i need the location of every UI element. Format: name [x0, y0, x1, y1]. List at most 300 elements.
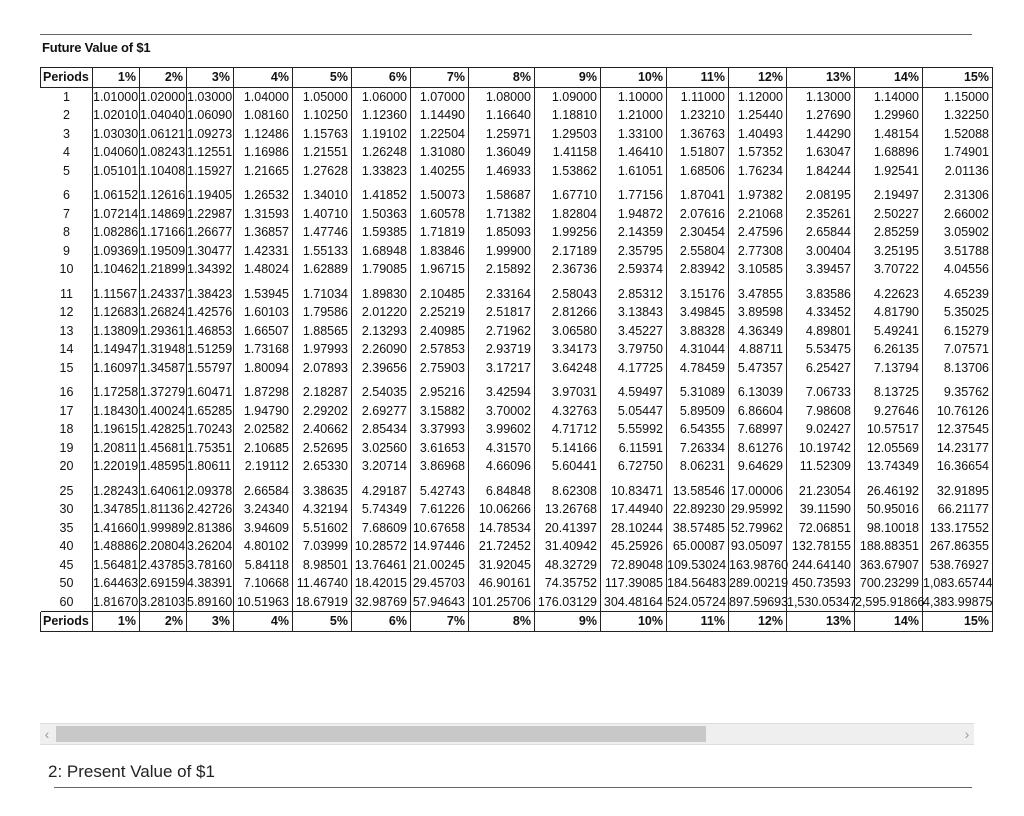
table-row	[41, 322, 993, 341]
value-cell: 4.31570	[469, 439, 535, 458]
value-cell: 1.19509	[140, 242, 187, 261]
value-cell: 1.13809	[93, 322, 140, 341]
value-cell: 1.30477	[187, 242, 234, 261]
value-cell: 1.29361	[140, 322, 187, 341]
value-cell: 66.21177	[923, 500, 993, 519]
value-cell: 2.85434	[352, 420, 411, 439]
value-cell: 4.31044	[667, 340, 729, 359]
value-cell: 1.87298	[234, 377, 293, 402]
value-cell: 2.66584	[234, 476, 293, 501]
value-cell: 1.52088	[923, 125, 993, 144]
value-cell: 1.07000	[411, 87, 469, 106]
value-cell: 1.97382	[729, 180, 787, 205]
footer-rate-cell: 3%	[187, 612, 234, 632]
value-cell: 1.77156	[601, 180, 667, 205]
value-cell: 3.15882	[411, 402, 469, 421]
value-cell: 2.39656	[352, 359, 411, 378]
value-cell: 1.59385	[352, 223, 411, 242]
table-row	[41, 143, 993, 162]
value-cell: 1.88565	[293, 322, 352, 341]
value-cell: 6.86604	[729, 402, 787, 421]
value-cell: 1.61051	[601, 162, 667, 181]
value-cell: 8.98501	[293, 556, 352, 575]
period-cell: 14	[41, 340, 93, 359]
value-cell: 1.96715	[411, 260, 469, 279]
value-cell: 1.10000	[601, 87, 667, 106]
value-cell: 700.23299	[855, 574, 923, 593]
value-cell: 3.86968	[411, 457, 469, 476]
footer-rate-cell: 7%	[411, 612, 469, 632]
value-cell: 1.51259	[187, 340, 234, 359]
value-cell: 1.55133	[293, 242, 352, 261]
value-cell: 17.00006	[729, 476, 787, 501]
value-cell: 1.26824	[140, 303, 187, 322]
value-cell: 2.77308	[729, 242, 787, 261]
value-cell: 13.26768	[535, 500, 601, 519]
value-cell: 2.19112	[234, 457, 293, 476]
value-cell: 2.69159	[140, 574, 187, 593]
table-row	[41, 125, 993, 144]
value-cell: 1.19405	[187, 180, 234, 205]
value-cell: 1.06090	[187, 106, 234, 125]
value-cell: 1.03000	[187, 87, 234, 106]
value-cell: 3.05902	[923, 223, 993, 242]
period-cell: 40	[41, 537, 93, 556]
value-cell: 2.13293	[352, 322, 411, 341]
value-cell: 2.07616	[667, 205, 729, 224]
value-cell: 6.54355	[667, 420, 729, 439]
value-cell: 4,383.99875	[923, 593, 993, 612]
value-cell: 1.23210	[667, 106, 729, 125]
table-row	[41, 500, 993, 519]
value-cell: 8.13725	[855, 377, 923, 402]
value-cell: 21.23054	[787, 476, 855, 501]
value-cell: 3.79750	[601, 340, 667, 359]
value-cell: 1.26248	[352, 143, 411, 162]
value-cell: 3.94609	[234, 519, 293, 538]
value-cell: 10.57517	[855, 420, 923, 439]
footer-rate-cell: 6%	[352, 612, 411, 632]
value-cell: 1,083.65744	[923, 574, 993, 593]
value-cell: 2.01136	[923, 162, 993, 181]
value-cell: 1.27690	[787, 106, 855, 125]
value-cell: 20.41397	[535, 519, 601, 538]
value-cell: 133.17552	[923, 519, 993, 538]
value-cell: 1,530.05347	[787, 593, 855, 612]
value-cell: 4.65239	[923, 279, 993, 304]
value-cell: 1.12486	[234, 125, 293, 144]
value-cell: 5.55992	[601, 420, 667, 439]
value-cell: 1.09000	[535, 87, 601, 106]
period-cell: 15	[41, 359, 93, 378]
value-cell: 1.12683	[93, 303, 140, 322]
value-cell: 5.53475	[787, 340, 855, 359]
value-cell: 6.15279	[923, 322, 993, 341]
value-cell: 2.40985	[411, 322, 469, 341]
value-cell: 1.32250	[923, 106, 993, 125]
value-cell: 3.38635	[293, 476, 352, 501]
table-row	[41, 377, 993, 402]
footer-rate-cell: 10%	[601, 612, 667, 632]
value-cell: 32.98769	[352, 593, 411, 612]
value-cell: 2.95216	[411, 377, 469, 402]
value-cell: 2.65330	[293, 457, 352, 476]
value-cell: 2.47596	[729, 223, 787, 242]
value-cell: 1.53945	[234, 279, 293, 304]
value-cell: 3.17217	[469, 359, 535, 378]
value-cell: 38.57485	[667, 519, 729, 538]
value-cell: 1.75351	[187, 439, 234, 458]
header-rate-cell: 5%	[293, 68, 352, 88]
value-cell: 2.59374	[601, 260, 667, 279]
value-cell: 18.67919	[293, 593, 352, 612]
header-rate-cell: 1%	[93, 68, 140, 88]
value-cell: 163.98760	[729, 556, 787, 575]
header-rate-cell: 6%	[352, 68, 411, 88]
value-cell: 3.42594	[469, 377, 535, 402]
value-cell: 5.60441	[535, 457, 601, 476]
table-row	[41, 420, 993, 439]
value-cell: 2.85259	[855, 223, 923, 242]
section-heading-present-value: 2: Present Value of $1	[48, 762, 215, 781]
value-cell: 4.89801	[787, 322, 855, 341]
value-cell: 2.55804	[667, 242, 729, 261]
value-cell: 3.70722	[855, 260, 923, 279]
value-cell: 1.15927	[187, 162, 234, 181]
value-cell: 2.10685	[234, 439, 293, 458]
value-cell: 2.50227	[855, 205, 923, 224]
value-cell: 5.51602	[293, 519, 352, 538]
value-cell: 1.10408	[140, 162, 187, 181]
value-cell: 4.22623	[855, 279, 923, 304]
value-cell: 14.78534	[469, 519, 535, 538]
value-cell: 3.06580	[535, 322, 601, 341]
value-cell: 4.38391	[187, 574, 234, 593]
value-cell: 2.66002	[923, 205, 993, 224]
value-cell: 2.65844	[787, 223, 855, 242]
table-row	[41, 303, 993, 322]
value-cell: 1.02000	[140, 87, 187, 106]
value-cell: 897.59693	[729, 593, 787, 612]
value-cell: 2.09378	[187, 476, 234, 501]
value-cell: 2.10485	[411, 279, 469, 304]
value-cell: 1.57352	[729, 143, 787, 162]
value-cell: 2.14359	[601, 223, 667, 242]
value-cell: 1.24337	[140, 279, 187, 304]
table-title: Future Value of $1	[42, 40, 151, 55]
value-cell: 4.78459	[667, 359, 729, 378]
value-cell: 17.44940	[601, 500, 667, 519]
value-cell: 10.67658	[411, 519, 469, 538]
value-cell: 1.14947	[93, 340, 140, 359]
value-cell: 3.70002	[469, 402, 535, 421]
header-rate-cell: 7%	[411, 68, 469, 88]
value-cell: 1.31593	[234, 205, 293, 224]
value-cell: 1.04000	[234, 87, 293, 106]
table-row	[41, 537, 993, 556]
value-cell: 1.09273	[187, 125, 234, 144]
value-cell: 5.31089	[667, 377, 729, 402]
value-cell: 1.21551	[293, 143, 352, 162]
value-cell: 2.93719	[469, 340, 535, 359]
top-rule	[40, 34, 972, 35]
period-cell: 4	[41, 143, 93, 162]
value-cell: 4.71712	[535, 420, 601, 439]
value-cell: 1.36763	[667, 125, 729, 144]
value-cell: 7.07571	[923, 340, 993, 359]
period-cell: 25	[41, 476, 93, 501]
value-cell: 1.36857	[234, 223, 293, 242]
value-cell: 1.14869	[140, 205, 187, 224]
future-value-table	[40, 67, 993, 632]
value-cell: 1.08000	[469, 87, 535, 106]
value-cell: 2.18287	[293, 377, 352, 402]
value-cell: 1.04040	[140, 106, 187, 125]
value-cell: 46.90161	[469, 574, 535, 593]
value-cell: 93.05097	[729, 537, 787, 556]
value-cell: 3.24340	[234, 500, 293, 519]
value-cell: 1.65285	[187, 402, 234, 421]
value-cell: 1.40255	[411, 162, 469, 181]
table-row	[41, 556, 993, 575]
period-cell: 6	[41, 180, 93, 205]
period-cell: 20	[41, 457, 93, 476]
value-cell: 1.63047	[787, 143, 855, 162]
value-cell: 1.10462	[93, 260, 140, 279]
value-cell: 1.97993	[293, 340, 352, 359]
value-cell: 5.47357	[729, 359, 787, 378]
value-cell: 244.64140	[787, 556, 855, 575]
value-cell: 1.25971	[469, 125, 535, 144]
value-cell: 7.68609	[352, 519, 411, 538]
value-cell: 50.95016	[855, 500, 923, 519]
header-rate-cell: 14%	[855, 68, 923, 88]
value-cell: 1.67710	[535, 180, 601, 205]
value-cell: 11.52309	[787, 457, 855, 476]
value-cell: 8.62308	[535, 476, 601, 501]
value-cell: 4.80102	[234, 537, 293, 556]
value-cell: 3.99602	[469, 420, 535, 439]
value-cell: 2.19497	[855, 180, 923, 205]
table-row	[41, 476, 993, 501]
value-cell: 1.42331	[234, 242, 293, 261]
value-cell: 6.72750	[601, 457, 667, 476]
value-cell: 1.19615	[93, 420, 140, 439]
scroll-left-icon[interactable]: ‹	[44, 726, 50, 742]
value-cell: 1.21000	[601, 106, 667, 125]
value-cell: 9.02427	[787, 420, 855, 439]
value-cell: 1.83846	[411, 242, 469, 261]
value-cell: 5.05447	[601, 402, 667, 421]
value-cell: 184.56483	[667, 574, 729, 593]
value-cell: 13.58546	[667, 476, 729, 501]
value-cell: 1.29503	[535, 125, 601, 144]
value-cell: 1.79085	[352, 260, 411, 279]
header-rate-cell: 15%	[923, 68, 993, 88]
value-cell: 5.42743	[411, 476, 469, 501]
value-cell: 1.81670	[93, 593, 140, 612]
value-cell: 98.10018	[855, 519, 923, 538]
value-cell: 6.11591	[601, 439, 667, 458]
value-cell: 1.71819	[411, 223, 469, 242]
period-cell: 9	[41, 242, 93, 261]
value-cell: 1.87041	[667, 180, 729, 205]
value-cell: 7.26334	[667, 439, 729, 458]
value-cell: 10.51963	[234, 593, 293, 612]
value-cell: 1.44290	[787, 125, 855, 144]
footer-rate-cell: 14%	[855, 612, 923, 632]
value-cell: 2.57853	[411, 340, 469, 359]
footer-rate-cell: 1%	[93, 612, 140, 632]
value-cell: 2.83942	[667, 260, 729, 279]
value-cell: 3.88328	[667, 322, 729, 341]
value-cell: 1.50073	[411, 180, 469, 205]
table-row	[41, 242, 993, 261]
value-cell: 1.53862	[535, 162, 601, 181]
value-cell: 450.73593	[787, 574, 855, 593]
value-cell: 1.26532	[234, 180, 293, 205]
value-cell: 1.13000	[787, 87, 855, 106]
value-cell: 1.58687	[469, 180, 535, 205]
value-cell: 6.84848	[469, 476, 535, 501]
value-cell: 117.39085	[601, 574, 667, 593]
value-cell: 29.95992	[729, 500, 787, 519]
footer-periods-label: Periods	[41, 612, 93, 632]
value-cell: 3.64248	[535, 359, 601, 378]
value-cell: 2.08195	[787, 180, 855, 205]
value-cell: 1.17258	[93, 377, 140, 402]
value-cell: 1.46933	[469, 162, 535, 181]
value-cell: 1.22987	[187, 205, 234, 224]
value-cell: 3.02560	[352, 439, 411, 458]
value-cell: 1.12360	[352, 106, 411, 125]
horizontal-scrollbar[interactable]	[40, 723, 974, 745]
value-cell: 7.10668	[234, 574, 293, 593]
value-cell: 304.48164	[601, 593, 667, 612]
value-cell: 1.06121	[140, 125, 187, 144]
value-cell: 6.25427	[787, 359, 855, 378]
value-cell: 1.28243	[93, 476, 140, 501]
value-cell: 3.15176	[667, 279, 729, 304]
value-cell: 3.13843	[601, 303, 667, 322]
value-cell: 1.08286	[93, 223, 140, 242]
period-cell: 50	[41, 574, 93, 593]
value-cell: 10.19742	[787, 439, 855, 458]
value-cell: 8.13706	[923, 359, 993, 378]
table-row	[41, 106, 993, 125]
value-cell: 1.21665	[234, 162, 293, 181]
value-cell: 1.92541	[855, 162, 923, 181]
value-cell: 1.14490	[411, 106, 469, 125]
footer-rate-cell: 11%	[667, 612, 729, 632]
value-cell: 289.00219	[729, 574, 787, 593]
value-cell: 1.84244	[787, 162, 855, 181]
value-cell: 32.91895	[923, 476, 993, 501]
value-cell: 1.33823	[352, 162, 411, 181]
value-cell: 1.37279	[140, 377, 187, 402]
value-cell: 1.56481	[93, 556, 140, 575]
value-cell: 7.03999	[293, 537, 352, 556]
value-cell: 1.71034	[293, 279, 352, 304]
value-cell: 1.18430	[93, 402, 140, 421]
period-cell: 17	[41, 402, 93, 421]
value-cell: 10.06266	[469, 500, 535, 519]
value-cell: 1.81136	[140, 500, 187, 519]
value-cell: 2.20804	[140, 537, 187, 556]
value-cell: 1.82804	[535, 205, 601, 224]
value-cell: 4.66096	[469, 457, 535, 476]
value-cell: 109.53024	[667, 556, 729, 575]
value-cell: 2.81386	[187, 519, 234, 538]
value-cell: 2.69277	[352, 402, 411, 421]
value-cell: 4.36349	[729, 322, 787, 341]
value-cell: 16.36654	[923, 457, 993, 476]
value-cell: 7.13794	[855, 359, 923, 378]
period-cell: 11	[41, 279, 93, 304]
header-row	[41, 68, 993, 88]
value-cell: 2.52695	[293, 439, 352, 458]
value-cell: 4.32763	[535, 402, 601, 421]
value-cell: 52.79962	[729, 519, 787, 538]
value-cell: 45.25926	[601, 537, 667, 556]
value-cell: 21.00245	[411, 556, 469, 575]
value-cell: 1.99900	[469, 242, 535, 261]
value-cell: 1.74901	[923, 143, 993, 162]
value-cell: 1.07214	[93, 205, 140, 224]
value-cell: 2.25219	[411, 303, 469, 322]
period-cell: 45	[41, 556, 93, 575]
table-row	[41, 87, 993, 106]
value-cell: 3.20714	[352, 457, 411, 476]
value-cell: 3.37993	[411, 420, 469, 439]
value-cell: 1.46410	[601, 143, 667, 162]
value-cell: 1.27628	[293, 162, 352, 181]
value-cell: 1.45681	[140, 439, 187, 458]
header-rate-cell: 8%	[469, 68, 535, 88]
value-cell: 3.83586	[787, 279, 855, 304]
value-cell: 26.46192	[855, 476, 923, 501]
period-cell: 30	[41, 500, 93, 519]
table-row	[41, 593, 993, 612]
table-row	[41, 340, 993, 359]
value-cell: 1.12000	[729, 87, 787, 106]
value-cell: 363.67907	[855, 556, 923, 575]
value-cell: 1.85093	[469, 223, 535, 242]
value-cell: 3.97031	[535, 377, 601, 402]
value-cell: 1.48595	[140, 457, 187, 476]
value-cell: 4.32194	[293, 500, 352, 519]
value-cell: 5.14166	[535, 439, 601, 458]
value-cell: 1.21899	[140, 260, 187, 279]
value-cell: 1.34785	[93, 500, 140, 519]
value-cell: 1.22504	[411, 125, 469, 144]
value-cell: 1.41158	[535, 143, 601, 162]
value-cell: 8.61276	[729, 439, 787, 458]
footer-rate-cell: 15%	[923, 612, 993, 632]
value-cell: 267.86355	[923, 537, 993, 556]
period-cell: 12	[41, 303, 93, 322]
value-cell: 1.02010	[93, 106, 140, 125]
value-cell: 3.45227	[601, 322, 667, 341]
footer-rate-cell: 5%	[293, 612, 352, 632]
scroll-right-icon[interactable]: ›	[964, 726, 970, 742]
scrollbar-thumb[interactable]	[56, 726, 706, 742]
value-cell: 2.33164	[469, 279, 535, 304]
period-cell: 2	[41, 106, 93, 125]
value-cell: 31.92045	[469, 556, 535, 575]
value-cell: 4.04556	[923, 260, 993, 279]
value-cell: 1.60103	[234, 303, 293, 322]
